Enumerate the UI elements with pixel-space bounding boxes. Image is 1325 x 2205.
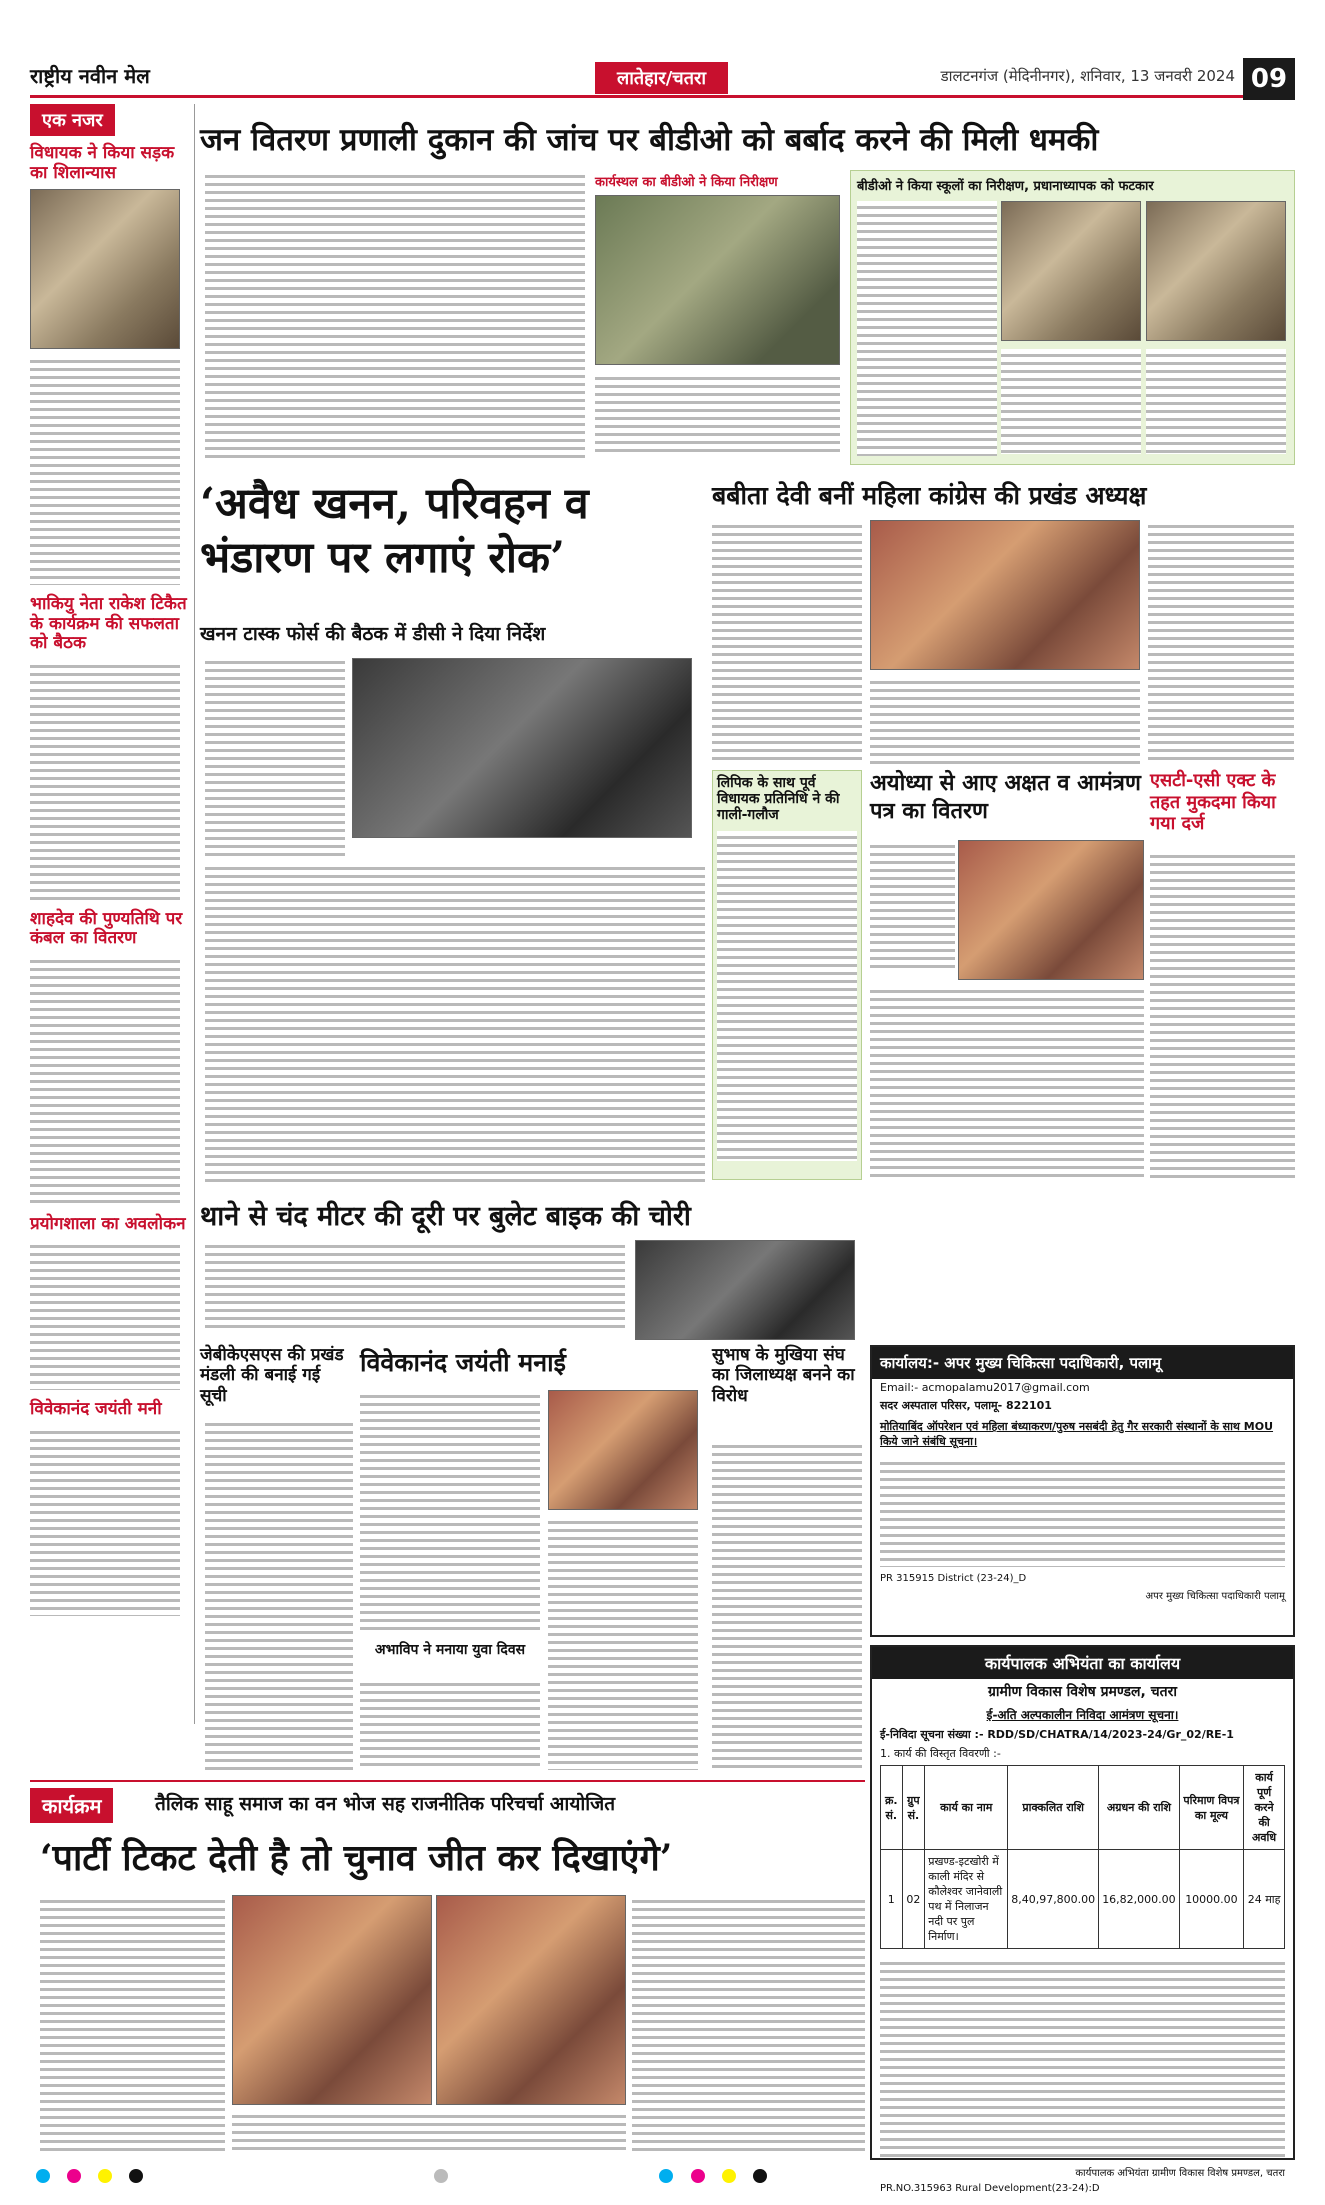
left-column [30, 104, 195, 1724]
school-text-1 [857, 201, 997, 456]
lead-photo-1 [595, 195, 840, 365]
tender-division: ग्रामीण विकास विशेष प्रमण्डल, चतरा [988, 1684, 1177, 1700]
abvp-subhead: अभाविप ने मनाया युवा दिवस [374, 1642, 526, 1658]
school-photo-1 [1001, 201, 1141, 341]
tender-cell-sn: 1 [881, 1850, 903, 1949]
subhash-headline: सुभाष के मुखिया संघ का जिलाध्यक्ष बनने का विरोध [712, 1345, 855, 1406]
brief-head-5: विवेकानंद जयंती मनी [30, 1399, 162, 1420]
vivekanand-headline: विवेकानंद जयंती मनाई [360, 1348, 566, 1377]
medical-notice-sign: अपर मुख्य चिकित्सा पदाधिकारी पलामू [1145, 1591, 1285, 1602]
grey-dot [434, 2169, 448, 2183]
cyan-dot [36, 2169, 50, 2183]
tender-cell-cost: 10000.00 [1179, 1850, 1244, 1949]
school-inspection-head: बीडीओ ने किया स्कूलों का निरीक्षण, प्रधानाध्यापक को फटकार [857, 179, 1154, 194]
vivekanand-text-2 [548, 1516, 698, 1770]
abuse-headline: लिपिक के साथ पूर्व विधायक प्रतिनिधि ने की गाली-गलौज [717, 775, 840, 824]
scst-headline: एसटी-एसी एक्ट के तहत मुकदमा किया गया दर्ज [1150, 770, 1276, 835]
black-dot-2 [753, 2169, 767, 2183]
subhash-text [712, 1440, 862, 1770]
brief-text-4 [30, 1240, 180, 1390]
vivekanand-photo [548, 1390, 698, 1510]
program-photo-1 [232, 1895, 432, 2105]
medical-notice-ad [870, 1345, 1295, 1637]
yellow-dot [98, 2169, 112, 2183]
school-inspection-box [850, 170, 1295, 465]
program-headline: ‘पार्टी टिकट देती है तो चुनाव जीत कर दिखाएंगे’ [40, 1837, 673, 1879]
babita-text-3 [1148, 520, 1294, 760]
mining-meeting-photo [352, 658, 692, 838]
bike-photo [635, 1240, 855, 1340]
medical-notice-body [880, 1457, 1285, 1567]
medical-notice-head: मोतियाबिंद ऑपरेशन एवं महिला बंध्याकरण/पुरुष नसबंदी हेतु गैर सरकारी संस्थानों के साथ MOU किये जाने संबंधि सूचना। [880, 1420, 1274, 1448]
babita-text-1 [712, 520, 862, 760]
tender-cell-period: 24 माह [1244, 1850, 1285, 1949]
medical-notice-email: Email:- acmopalamu2017@gmail.com [880, 1381, 1090, 1394]
brief-photo-1 [30, 189, 180, 349]
lead-photo-caption-1: कार्यस्थल का बीडीओ ने किया निरीक्षण [595, 175, 778, 190]
tender-cell-emd: 16,82,000.00 [1099, 1850, 1179, 1949]
brief-head-3: शाहदेव की पुण्यतिथि पर कंबल का वितरण [30, 908, 183, 949]
black-dot [129, 2169, 143, 2183]
tender-th-period: कार्य पूर्ण करने की अवधि [1244, 1766, 1285, 1850]
tender-table-title: 1. कार्य की विस्तृत विवरणी :- [880, 1747, 1001, 1760]
ayodhya-headline: अयोध्या से आए अक्षत व आमंत्रण पत्र का वितरण [870, 771, 1141, 824]
tender-notice-ad [870, 1645, 1295, 2194]
school-photo-2 [1146, 201, 1286, 341]
brief-head-2: भाकियु नेता राकेश टिकैत के कार्यक्रम की सफलता को बैठक [30, 594, 187, 654]
jbkss-headline: जेबीकेएसएस की प्रखंड मंडली की बनाई गई सूची [200, 1345, 344, 1406]
newspaper-brand: राष्ट्रीय नवीन मेल [30, 64, 150, 88]
mining-text-2 [205, 862, 705, 1182]
school-text-2 [1001, 349, 1141, 454]
program-rule [30, 1780, 865, 1782]
page-number: 09 [1243, 58, 1295, 100]
brief-text-5 [30, 1426, 180, 1616]
tender-ref: PR.NO.315963 Rural Development(23-24):D [880, 2183, 1100, 2194]
tender-table [880, 1765, 1285, 1949]
babita-text-2 [870, 676, 1140, 766]
tender-terms [880, 1957, 1285, 2157]
lead-photo-1-text [595, 372, 840, 457]
program-text-2 [632, 1895, 865, 2155]
tender-notice-type: ई-अति अल्पकालीन निविदा आमंत्रण सूचना। [986, 1708, 1179, 1722]
ayodhya-text-1 [870, 840, 955, 970]
magenta-dot-2 [691, 2169, 705, 2183]
babita-photo [870, 520, 1140, 670]
magenta-dot [67, 2169, 81, 2183]
abuse-text [717, 831, 857, 1161]
tender-th-sn: क्र. सं. [881, 1766, 903, 1850]
dateline: डालटनगंज (मेदिनीनगर), शनिवार, 13 जनवरी 2024 [940, 67, 1235, 85]
tender-office: कार्यपालक अभियंता का कार्यालय [872, 1647, 1293, 1679]
tender-sign: कार्यपालक अभियंता ग्रामीण विकास विशेष प्रमण्डल, चतरा [1075, 2168, 1285, 2179]
table-row [881, 1850, 1285, 1949]
lead-article-text [205, 170, 585, 460]
school-text-3 [1146, 349, 1286, 454]
scst-text [1150, 850, 1295, 1180]
tender-th-work: कार्य का नाम [925, 1766, 1008, 1850]
jbkss-text [205, 1418, 353, 1770]
brief-head-4: प्रयोगशाला का अवलोकन [30, 1213, 186, 1234]
ayodhya-text-2 [870, 985, 1144, 1180]
tender-number: ई-निविदा सूचना संख्या :- RDD/SD/CHATRA/14/2023-24/Gr_02/RE-1 [880, 1728, 1234, 1741]
bike-text [205, 1240, 625, 1330]
program-text-1 [40, 1895, 225, 2155]
mining-subhead: खनन टास्क फोर्स की बैठक में डीसी ने दिया निर्देश [200, 623, 546, 645]
section-tag: लातेहार/चतरा [595, 62, 728, 94]
brief-text-3 [30, 955, 180, 1205]
tender-cell-estimate: 8,40,97,800.00 [1008, 1850, 1099, 1949]
abuse-box [712, 770, 862, 1180]
yellow-dot-2 [722, 2169, 736, 2183]
program-caption [232, 2110, 626, 2155]
mining-text-1 [205, 656, 345, 856]
tender-th-group: ग्रुप सं. [902, 1766, 925, 1850]
medical-notice-address: सदर अस्पताल परिसर, पलामू- 822101 [880, 1399, 1052, 1412]
vivekanand-text-1 [360, 1390, 540, 1630]
tender-th-emd: अग्रधन की राशि [1099, 1766, 1179, 1850]
program-kicker: तैलिक साहू समाज का वन भोज सह राजनीतिक परिचर्चा आयोजित [155, 1793, 616, 1815]
tender-th-cost: परिमाण विपत्र का मूल्य [1179, 1766, 1244, 1850]
brief-head-1: विधायक ने किया सड़क का शिलान्यास [30, 143, 175, 183]
ayodhya-photo [958, 840, 1144, 980]
abvp-text [360, 1678, 540, 1770]
tender-cell-group: 02 [902, 1850, 925, 1949]
mining-headline: ‘अवैध खनन, परिवहन व भंडारण पर लगाएं रोक’ [200, 479, 589, 583]
brief-text-2 [30, 660, 180, 900]
brief-text-1 [30, 355, 180, 585]
masthead [30, 58, 1295, 98]
medical-notice-ref: PR 315915 District (23-24)_D [880, 1573, 1027, 1584]
bike-headline: थाने से चंद मीटर की दूरी पर बुलेट बाइक की चोरी [200, 1201, 691, 1232]
print-color-bar [30, 2168, 1295, 2186]
ek-nazar-tag: एक नजर [30, 104, 115, 136]
tender-th-estimate: प्राक्कलित राशि [1008, 1766, 1099, 1850]
medical-notice-title: कार्यालय:- अपर मुख्य चिकित्सा पदाधिकारी, पलामू [872, 1347, 1293, 1379]
lead-headline: जन वितरण प्रणाली दुकान की जांच पर बीडीओ को बर्बाद करने की मिली धमकी [200, 122, 1099, 158]
babita-headline: बबीता देवी बनीं महिला कांग्रेस की प्रखंड अध्यक्ष [712, 481, 1147, 510]
cyan-dot-2 [659, 2169, 673, 2183]
program-tag: कार्यक्रम [30, 1788, 113, 1823]
program-photo-2 [436, 1895, 626, 2105]
tender-cell-work: प्रखण्ड-इटखोरी में काली मंदिर से कौलेश्वर जानेवाली पथ में निलाजन नदी पर पुल निर्माण। [925, 1850, 1008, 1949]
